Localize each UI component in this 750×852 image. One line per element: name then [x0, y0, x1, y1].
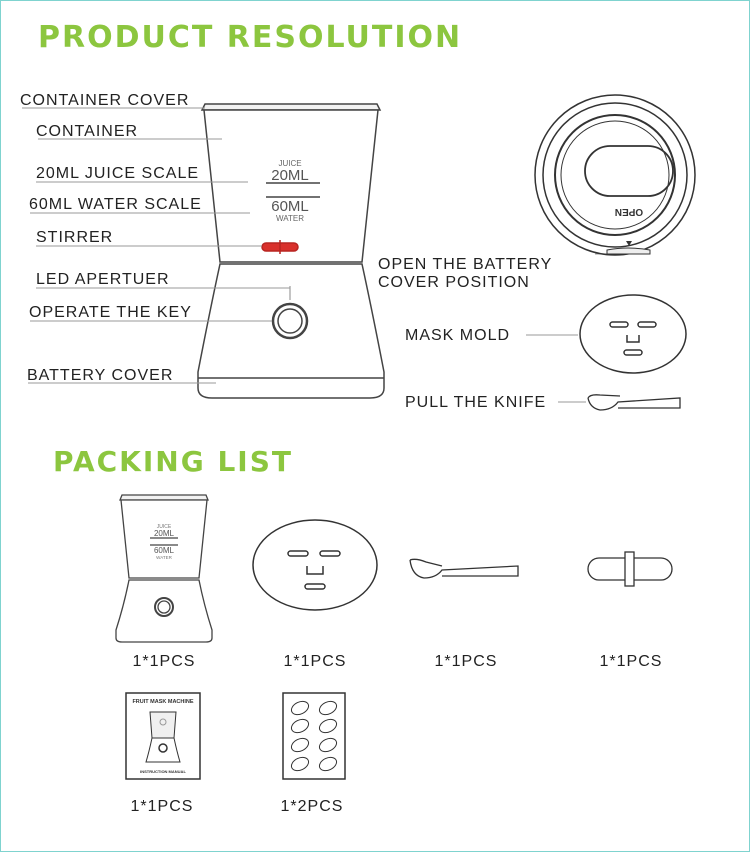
packing-machine [116, 495, 212, 642]
qty-mask-mold: 1*1PCS [283, 653, 347, 670]
qty-manual: 1*1PCS [130, 798, 194, 815]
packing-juice-ml-mark: 20ML [153, 529, 175, 538]
container-cover-label: CONTAINER COVER [20, 92, 190, 109]
container-cover [202, 104, 380, 110]
pull-knife-illustration [588, 395, 680, 410]
juice-mark: JUICE [278, 159, 302, 168]
packing-juice-mark: JUICE [156, 524, 172, 530]
qty-mask-sheets: 1*2PCS [280, 798, 344, 815]
open-battery-label-line1: OPEN THE BATTERY [378, 256, 553, 273]
water-mark: WATER [276, 214, 304, 223]
juice-ml-mark: 20ML [271, 167, 309, 184]
operate-key-label: OPERATE THE KEY [29, 304, 192, 321]
led-aperture-label: LED APERTUER [36, 271, 170, 288]
packing-pull-knife [410, 559, 518, 578]
packing-water-mark: WATER [156, 555, 172, 560]
open-battery-label-line2: COVER POSITION [378, 274, 530, 291]
packing-list-heading: PACKING LIST [53, 445, 293, 478]
manual-footer: INSTRUCTION MANUAL [140, 769, 186, 774]
top-view [535, 95, 695, 255]
qty-stirrer: 1*1PCS [599, 653, 663, 670]
mask-mold-label: MASK MOLD [405, 327, 511, 344]
container-label: CONTAINER [36, 123, 139, 140]
machine-illustration [198, 104, 384, 398]
qty-pull-knife: 1*1PCS [434, 653, 498, 670]
juice-scale-label: 20ML JUICE SCALE [36, 165, 200, 182]
packing-mask-mold [253, 520, 377, 610]
packing-stirrer [588, 552, 672, 586]
battery-cover-label: BATTERY COVER [27, 367, 174, 384]
water-ml-mark: 60ML [271, 198, 309, 215]
product-resolution-heading: PRODUCT RESOLUTION [38, 20, 463, 55]
container-body [204, 110, 378, 262]
qty-machine: 1*1PCS [132, 653, 196, 670]
open-mark: OPEN [614, 206, 644, 217]
packing-water-ml-mark: 60ML [153, 546, 175, 555]
mask-mold-illustration [580, 295, 686, 373]
packing-manual [126, 693, 200, 779]
pull-knife-label: PULL THE KNIFE [405, 394, 547, 411]
stirrer-label: STIRRER [36, 229, 114, 246]
water-scale-label: 60ML WATER SCALE [29, 196, 202, 213]
packing-mask-sheets [283, 693, 345, 779]
manual-title: FRUIT MASK MACHINE [132, 699, 194, 705]
